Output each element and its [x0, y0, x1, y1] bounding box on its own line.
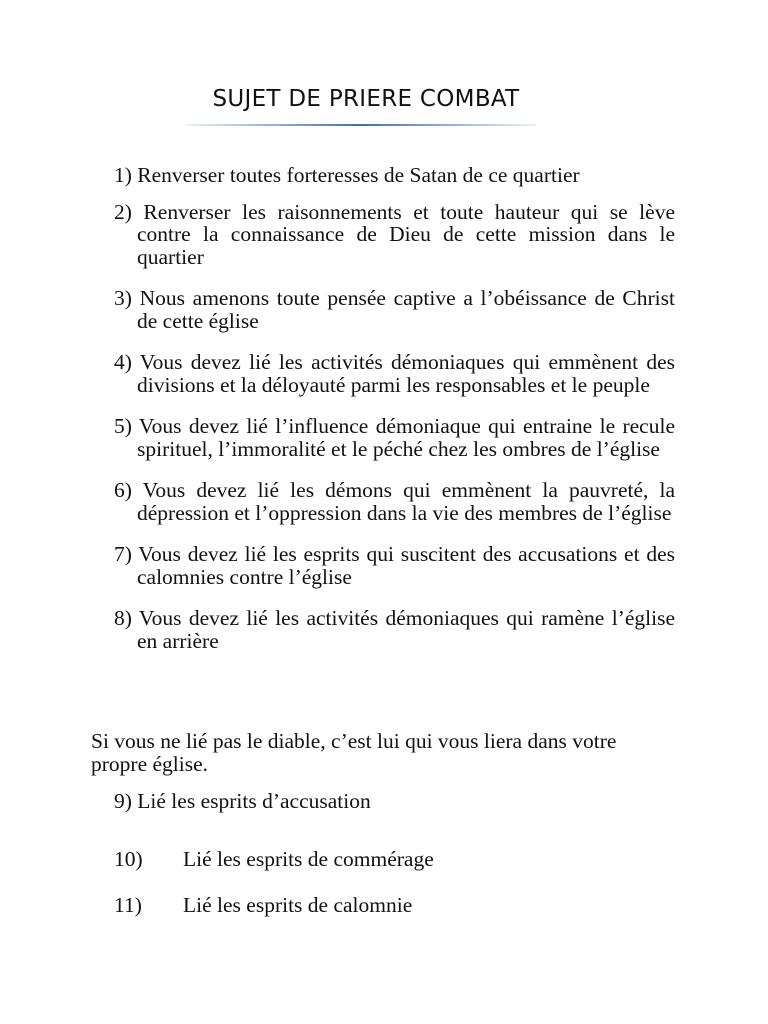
list-item: 6) Vous devez lié les démons qui emmènent la pauvreté, la dépression et l’oppression dans la vie des membres de l’église — [114, 478, 675, 525]
list-item: 5) Vous devez lié l’influence démoniaque qui entraine le recule spirituel, l’immoralité et le péché chez les ombres de l’église — [114, 414, 675, 461]
list-item-text: Lié les esprits de commérage — [183, 847, 434, 871]
list-item-number: 11) — [114, 893, 142, 917]
prayer-list — [114, 164, 675, 671]
list-item: 2) Renverser les raisonnements et toute hauteur qui se lève contre la connaissance de Dieu de cette mission dans le quartier — [114, 199, 675, 269]
list-item — [114, 848, 675, 871]
document-title: SUJET DE PRIERE COMBAT — [212, 86, 520, 112]
list-item: 4) Vous devez lié les activités démoniaques qui emmènent des divisions et la déloyauté parmi les responsables et le peuple — [114, 350, 675, 397]
list-item: 3) Nous amenons toute pensée captive a l’obéissance de Christ de cette église — [114, 286, 675, 333]
list-item-number: 10) — [114, 847, 143, 871]
list-item: 1) Renverser toutes forteresses de Satan de ce quartier — [114, 163, 580, 187]
body-paragraph: Si vous ne lié pas le diable, c’est lui qui vous liera dans votre propre église. — [91, 729, 617, 776]
list-item — [114, 790, 675, 813]
list-item — [114, 894, 675, 917]
list-item: 8) Vous devez lié les activités démoniaques qui ramène l’église en arrière — [114, 606, 675, 653]
list-item-text: Lié les esprits de calomnie — [183, 893, 413, 917]
list-item-text: 9) Lié les esprits d’accusation — [114, 789, 371, 813]
title-underline — [186, 124, 536, 126]
list-item: 7) Vous devez lié les esprits qui suscitent des accusations et des calomnies contre l’église — [114, 542, 675, 589]
